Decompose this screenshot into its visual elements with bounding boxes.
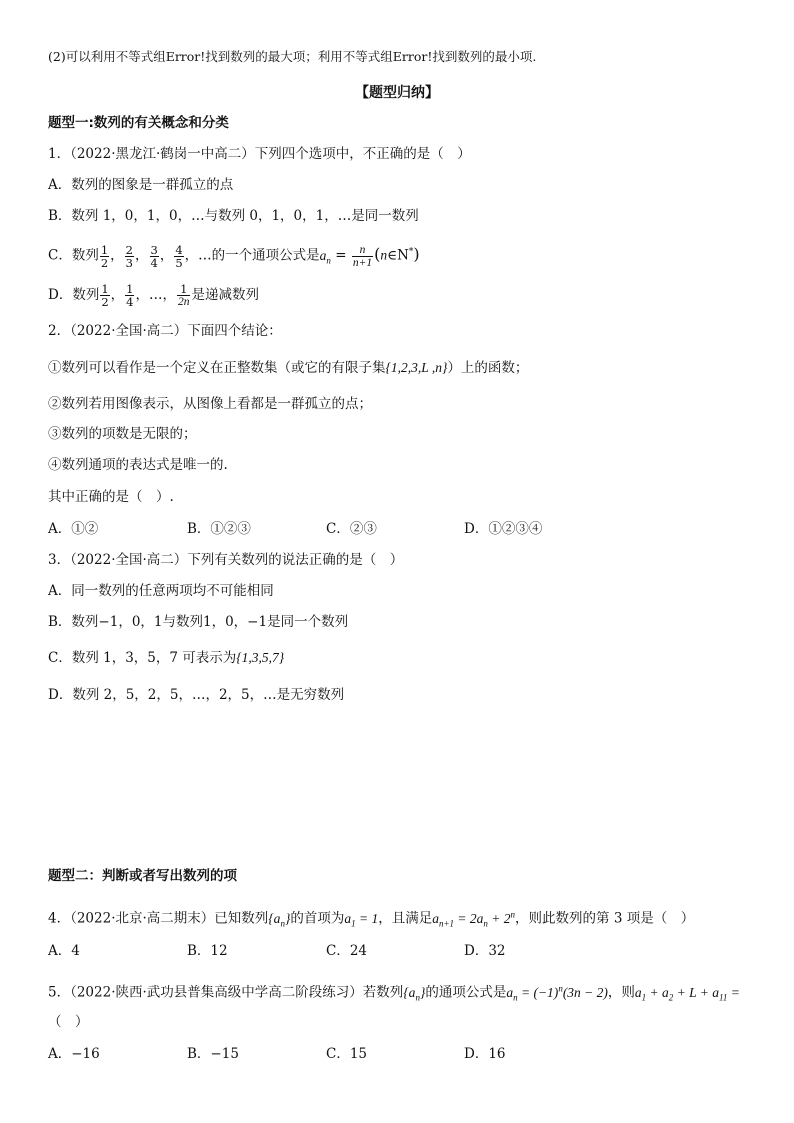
q2-option-d: D．①②③④	[464, 521, 543, 537]
q1-stem: 1．（2022·黑龙江·鹤岗一中高二）下列四个选项中，不正确的是（ ）	[48, 146, 471, 162]
formula: $\{a_n\}$	[268, 910, 291, 929]
fraction: $\frac{3}{4}$	[150, 242, 158, 270]
formula: $a_1 + a_2 + L + a_{11}$ =	[634, 984, 740, 1003]
q4-option-a: A．4	[48, 943, 80, 959]
formula: $\{a_n\}$	[403, 984, 426, 1003]
fraction: $\frac{1}{2n}$	[177, 282, 190, 308]
q2-stem: 2．（2022·全国·高二）下面四个结论：	[48, 323, 282, 339]
q4-stem-prefix: 4．（2022·北京·高二期末）已知数列	[48, 910, 269, 927]
q5-stem-suffix: ，则	[607, 984, 635, 1001]
q2-s1-suffix: ）上的函数；	[447, 360, 529, 376]
q1-c-prefix: C．数列	[48, 247, 99, 264]
q3-c-set: {1,3,5,7}	[236, 650, 285, 665]
q2-s1-set: {1,2,3,L ,n}	[385, 360, 448, 375]
q2-option-a: A．①②	[48, 521, 99, 537]
q4-stem	[48, 904, 694, 933]
q5-stem	[48, 978, 740, 1007]
q1-option-d: D．数列 $\frac{1}{2}$ ， $\frac{1}{4}$ ，…， $\frac{1}{2n}$ 是递减数列	[48, 282, 259, 309]
type2-heading: 题型二：判断或者写出数列的项	[48, 868, 237, 884]
q2-statement-3: ③数列的项数是无限的；	[48, 426, 197, 442]
section-title: 【题型归纳】	[355, 85, 439, 101]
q2-statement-1	[48, 358, 528, 378]
q3-option-c	[48, 648, 284, 668]
type1-heading: 题型一:数列的有关概念和分类	[48, 115, 229, 131]
q3-option-b: B．数列−1，0，1与数列1，0，−1是同一个数列	[48, 614, 349, 630]
fraction: $\frac{1}{2}$	[100, 242, 109, 270]
q4-option-b: B．12	[187, 943, 228, 959]
q1-d-prefix: D．数列	[48, 287, 100, 303]
q2-option-b: B．①②③	[187, 521, 251, 537]
q5-stem-prefix: 5．（2022·陕西·武功县普集高级中学高二阶段练习）若数列	[48, 984, 404, 1001]
q3-option-a: A．同一数列的任意两项均不可能相同	[48, 583, 274, 599]
formula: $a_1 = 1$	[344, 910, 379, 929]
q3-c-prefix: C．数列 1，3，5，7 可表示为	[48, 650, 237, 666]
q1-c-mid: ，…的一个通项公式是	[184, 247, 320, 264]
q2-ask: 其中正确的是（ ）.	[48, 489, 174, 505]
q5-option-c: C．15	[326, 1046, 368, 1062]
q1-option-b: B．数列 1，0，1，0，…与数列 0，1，0，1，…是同一数列	[48, 208, 419, 224]
q4-stem-suffix: ，则此数列的第 3 项是（ ）	[515, 910, 695, 927]
q5-paren: （ ）	[48, 1014, 89, 1030]
q1-d-suffix: 是递减数列	[191, 287, 259, 303]
q2-s1-prefix: ①数列可以看作是一个定义在正整数集（或它的有限子集	[48, 360, 386, 376]
q2-statement-2: ②数列若用图像表示，从图像上看都是一群孤立的点；	[48, 396, 372, 412]
intro-line: (2)可以利用不等式组Error!找到数列的最大项；利用不等式组Error!找到数列的最小项.	[48, 49, 537, 64]
q5-option-d: D．16	[464, 1046, 506, 1062]
q4-stem-mid1: 的首项为	[290, 910, 345, 927]
formula: $a_n$	[319, 247, 331, 266]
fraction: $\frac{n}{n+1}$	[352, 243, 373, 269]
fraction: $\frac{1}{2}$	[101, 282, 109, 309]
formula: $a_{n+1} = 2a_n + 2^n$	[432, 909, 516, 929]
q5-option-b: B．−15	[187, 1046, 239, 1062]
q2-statement-4: ④数列通项的表达式是唯一的.	[48, 457, 228, 473]
q3-stem: 3．（2022·全国·高二）下列有关数列的说法正确的是（ ）	[48, 552, 404, 568]
q5-stem-mid: 的通项公式是	[425, 984, 507, 1001]
q5-option-a: A．−16	[48, 1046, 100, 1062]
q4-option-d: D．32	[464, 943, 506, 959]
q2-option-c: C．②③	[326, 521, 377, 537]
q1-option-a: A．数列的图象是一群孤立的点	[48, 177, 234, 193]
q1-option-c: C．数列 $\frac{1}{2}$ ， $\frac{2}{3}$ ， $\frac{3}{4}$ ， $\frac{4}{5}$ ，…的一个通项公式是$a_n$ = $\frac{n}{n+1}$ (n∈N*)	[48, 242, 420, 270]
q4-stem-mid2: ，且满足	[378, 910, 433, 927]
q4-option-c: C．24	[326, 943, 368, 959]
fraction: $\frac{2}{3}$	[125, 242, 133, 270]
formula: $a_n = (-1)^n(3n - 2)$	[506, 983, 608, 1003]
fraction: $\frac{4}{5}$	[175, 242, 183, 270]
q3-option-d: D．数列 2，5，2，5，…，2，5，…是无穷数列	[48, 687, 345, 703]
fraction: $\frac{1}{4}$	[126, 282, 134, 309]
